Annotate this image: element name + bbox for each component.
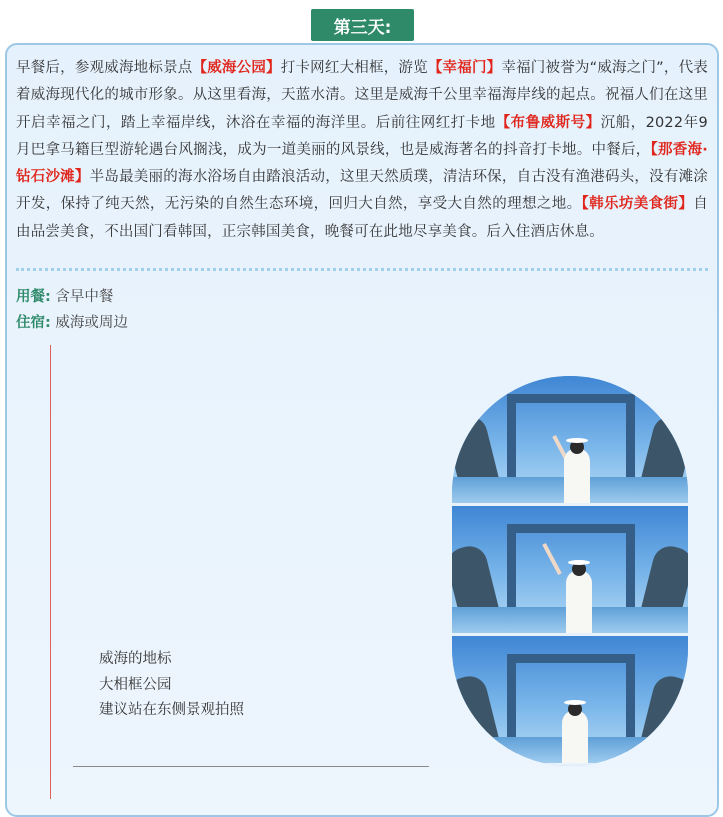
photo-caption [99, 647, 244, 724]
description-text: 早餐后，参观威海地标景点 [16, 60, 193, 76]
meals-row [16, 285, 113, 306]
day-title: 第三天: [311, 9, 414, 41]
caption-line-3: 建议站在东侧景观拍照 [99, 702, 244, 718]
day-description [16, 55, 708, 246]
description-text: 沉船，2022年9月巴拿马籍巨型游轮遇台风搁浅，成为一道美丽的风景线，也是威海著名的抖音打卡地。中餐后， [16, 114, 708, 158]
description-text: 幸福门被誉为“威海之门”，代表着威海现代化的城市形象。从这里看海，天蓝水清。这里是威海千公里幸福海岸线的起点。祝福人们在这里开启幸福之门，踏上幸福岸线，沐浴在幸福的海洋里。后前往网红打卡地 [16, 60, 709, 131]
photo-panel-3 [452, 636, 688, 766]
caption-line-2: 大相框公园 [99, 676, 172, 693]
description-text: 打卡网红大相框，游览 [280, 60, 428, 76]
red-vertical-line [50, 345, 51, 799]
meals-value: 含早中餐 [55, 289, 114, 305]
caption-underline [73, 766, 429, 767]
stay-value: 威海或周边 [55, 315, 128, 331]
highlight-place: 【那香海·钻石沙滩】 [16, 141, 708, 186]
highlight-place: 【韩乐坊美食街】 [581, 196, 694, 213]
highlight-place: 【布鲁威斯号】 [495, 114, 601, 131]
stay-row [16, 311, 128, 332]
description-text: 自由品尝美食，不出国门看韩国，正宗韩国美食，晚餐可在此地尽享美食。后入住酒店休息。 [16, 196, 708, 240]
caption-line-1: 威海的地标 [99, 651, 172, 667]
stay-label: 住宿: [16, 315, 51, 331]
highlight-place: 【幸福门】 [427, 60, 502, 76]
meals-label: 用餐: [16, 289, 51, 305]
frame-park-photo [452, 376, 688, 766]
photo-panel-1 [452, 376, 688, 506]
dotted-divider [16, 268, 708, 271]
description-text: 半岛最美丽的海水浴场自由踏浪活动，这里天然质璞，清洁环保，自古没有渔港码头，没有滩涂开发，保持了纯天然，无污染的自然生态环境，回归大自然，享受大自然的理想之地。 [16, 169, 708, 213]
photo-panel-2 [452, 506, 688, 636]
highlight-place: 【威海公园】 [192, 60, 281, 76]
